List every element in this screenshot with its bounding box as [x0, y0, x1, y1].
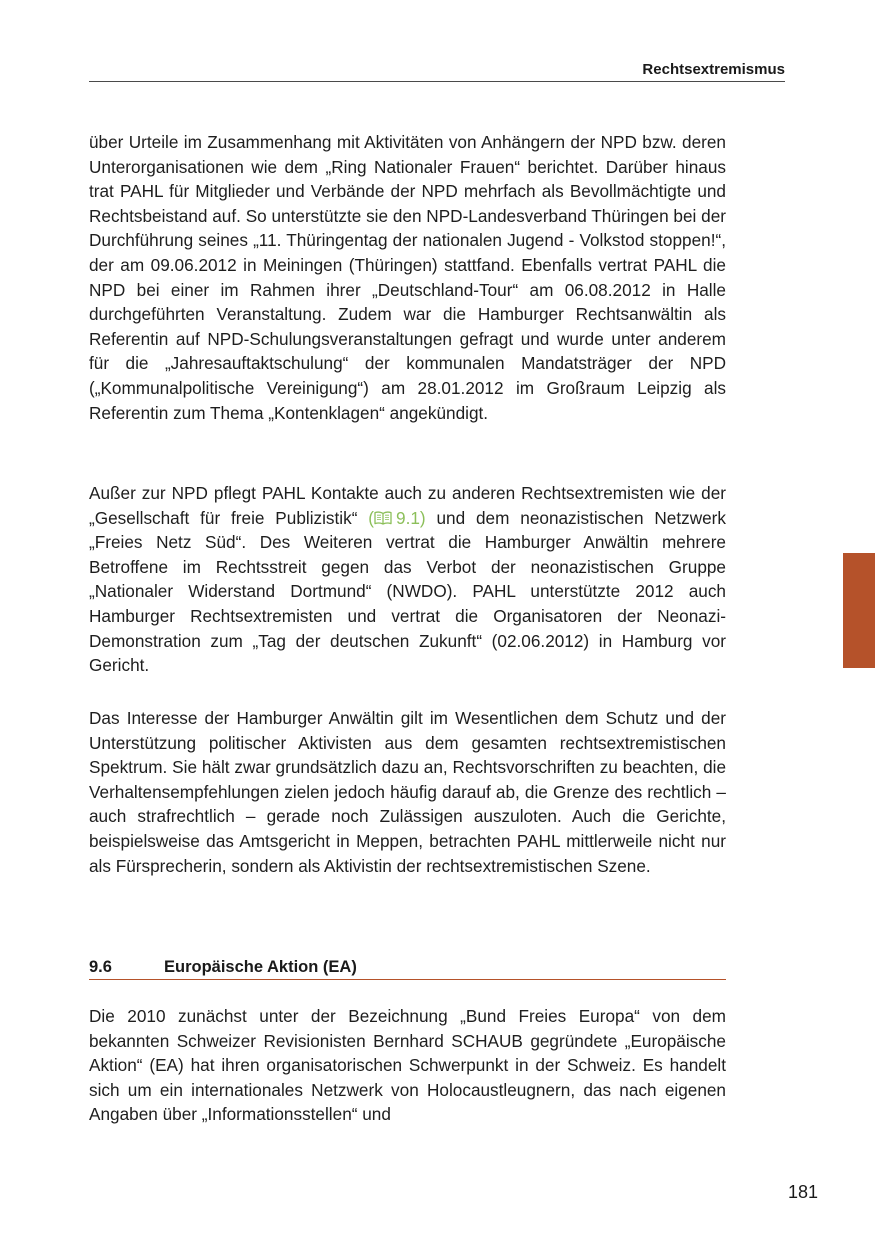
body-paragraph: über Urteile im Zusammenhang mit Aktivitäten von Anhängern der NPD bzw. deren Unterorganisationen wie dem „Ring Nationaler Frauen“ berichtet. Darüber hinaus trat PAHL für Mitglieder und Verbände der NPD mehrfach als Bevollmächtigte und Rechtsbeistand auf. So unterstützte sie den NPD-Landesverband Thüringen bei der Durchführung seines „11. Thüringentag der nationalen Jugend - Volkstod stoppen!“, der am 09.06.2012 in Meiningen (Thüringen) stattfand. Ebenfalls vertrat PAHL die NPD bei einer im Rahmen ihrer „Deutschland-Tour“ am 06.08.2012 in Halle durchgeführten Veranstaltung. Zudem war die Hamburger Rechtsanwältin als Referentin auf NPD-Schulungsveranstaltungen gefragt und wurde unter anderem für die „Jahresauftaktschulung“ der kommunalen Mandatsträger der NPD („Kommunalpolitische Vereinigung“) am 28.01.2012 im Großraum Leipzig als Referentin zum Thema „Kontenklagen“ angekündigt. — [89, 132, 726, 423]
paragraph-text: und dem neonazistischen Netzwerk „Freies Netz Süd“. Des Weiteren vertrat die Hamburger Anwältin mehrere Betroffene im Rechtsstreit gegen das Verbot der neonazistischen Gruppe „Nationaler Widerstand Dortmund“ (NWDO). PAHL unterstützte 2012 auch Hamburger Rechtsextremisten und vertrat die Organisatoren der Neonazi-Demonstration zum „Tag der deutschen Zukunft“ (02.06.2012) in Hamburg vor Gericht. — [89, 507, 726, 676]
body-paragraph — [89, 481, 726, 678]
body-paragraph: Das Interesse der Hamburger Anwältin gilt im Wesentlichen dem Schutz und der Unterstützung politischer Aktivisten aus dem gesamten rechtsextremistischen Spektrum. Sie hält zwar grundsätzlich dazu an, Rechtsvorschriften zu beachten, die Verhaltensempfehlungen zielen jedoch häufig darauf ab, die Grenze des rechtlich – auch strafrechtlich – gerade noch Zulässigen auszuloten. Auch die Gerichte, beispielsweise das Amtsgericht in Meppen, betrachten PAHL mittlerweile nicht nur als Fürsprecherin, sondern als Aktivistin der rechtsextremistischen Szene. — [89, 708, 726, 876]
xref-open-paren: ( — [368, 507, 375, 528]
paragraph-text: Außer zur NPD pflegt PAHL Kontakte auch zu anderen Rechtsextremisten wie der „Gesellschaft für freie Publizistik“ — [89, 483, 726, 528]
chapter-tab — [843, 553, 875, 668]
body-paragraph: Die 2010 zunächst unter der Bezeichnung „Bund Freies Europa“ von dem bekannten Schweizer Revisionisten Bernhard SCHAUB gegründete „Europäische Aktion“ (EA) hat ihren organisatorischen Schwerpunkt in der Schweiz. Es handelt sich um ein internationales Netzwerk von Holocaustleugnern, das nach eigenen Angaben über „Informationsstellen“ und — [89, 1006, 726, 1125]
section-rule — [89, 979, 726, 980]
section-number: 9.6 — [89, 958, 112, 976]
page-number: 181 — [787, 1182, 818, 1202]
section-title: Europäische Aktion (EA) — [164, 958, 357, 976]
header-rule — [89, 81, 785, 82]
book-icon — [374, 511, 392, 525]
section-heading — [89, 956, 726, 978]
running-header: Rechtsextremismus — [642, 61, 785, 78]
cross-reference-link[interactable] — [368, 508, 425, 528]
xref-target: 9.1) — [396, 507, 426, 528]
